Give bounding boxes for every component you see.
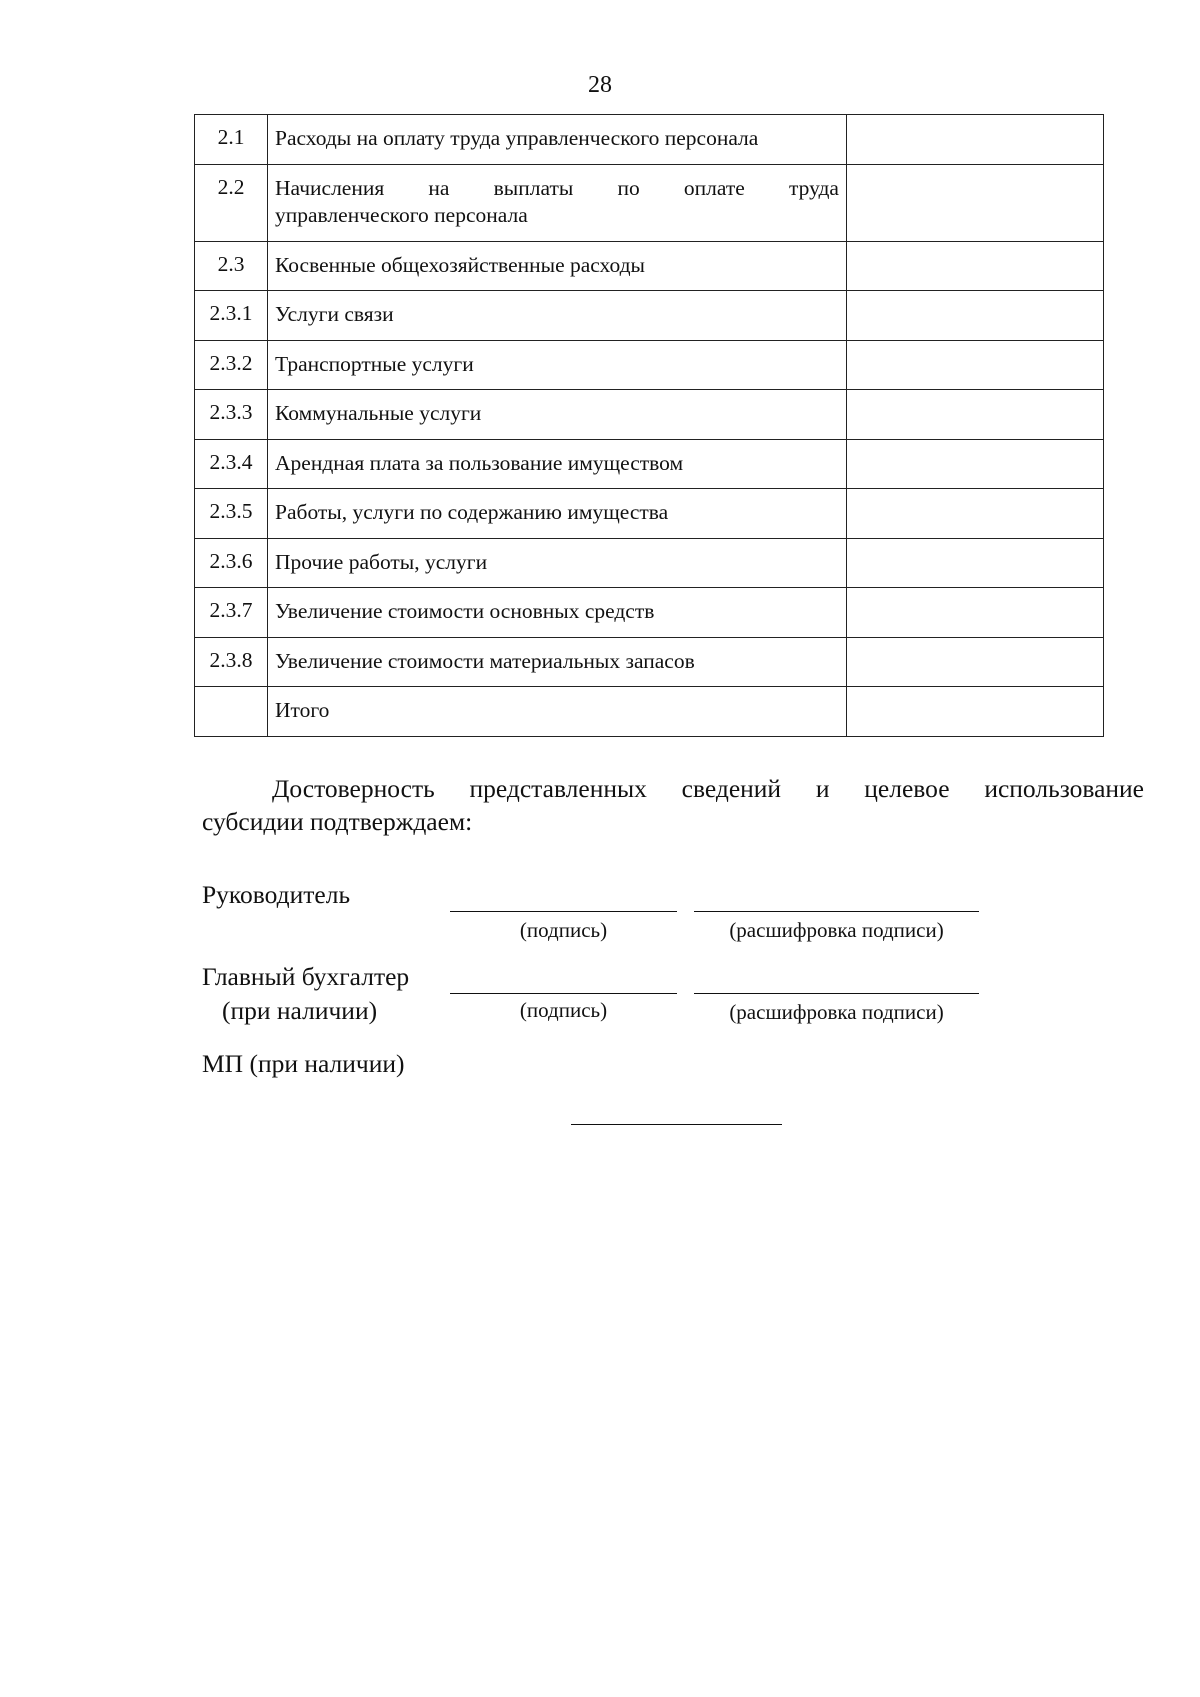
row-value: [847, 340, 1104, 390]
row-name: Прочие работы, услуги: [268, 538, 847, 588]
word: оплате: [683, 175, 745, 200]
head-label: Руководитель: [202, 880, 351, 909]
row-name: Транспортные услуги: [268, 340, 847, 390]
row-name: Расходы на оплату труда управленческого персонала: [268, 115, 847, 165]
table-row: [195, 390, 1104, 440]
statement-line1: [202, 772, 1144, 805]
accountant-decryption-caption: (расшифровка подписи): [729, 1000, 944, 1024]
row-value: [847, 637, 1104, 687]
table-row: [195, 637, 1104, 687]
row-number: 2.3.4: [195, 439, 268, 489]
row-number: 2.1: [195, 115, 268, 165]
table-row: [195, 588, 1104, 638]
accountant-signature-line[interactable]: [450, 993, 677, 994]
head-signature-caption: (подпись): [519, 918, 608, 942]
word: представленных: [469, 774, 647, 803]
row-number: 2.3: [195, 241, 268, 291]
accountant-decryption-line[interactable]: [694, 993, 979, 994]
seal-label: МП (при наличии): [202, 1049, 405, 1078]
word: на: [428, 175, 450, 200]
row-number: 2.3.6: [195, 538, 268, 588]
row-name-line2: управленческого персонала: [275, 202, 528, 227]
row-name: Увеличение стоимости основных средств: [268, 588, 847, 638]
table-row: [195, 538, 1104, 588]
row-value: [847, 390, 1104, 440]
page-number: 28: [588, 72, 612, 98]
table-row: [195, 291, 1104, 341]
row-name-line1: [275, 175, 839, 202]
word: по: [617, 175, 640, 200]
table-row: [195, 164, 1104, 241]
row-number: 2.3.3: [195, 390, 268, 440]
row-name: Арендная плата за пользование имуществом: [268, 439, 847, 489]
head-decryption-line[interactable]: [694, 911, 979, 912]
expenses-table: [194, 114, 1104, 737]
row-value: [847, 588, 1104, 638]
word: и: [815, 774, 830, 803]
row-name: Итого: [268, 687, 847, 737]
accountant-signature-caption: (подпись): [519, 998, 608, 1022]
word: целевое: [864, 774, 950, 803]
row-name: Коммунальные услуги: [268, 390, 847, 440]
table-row: [195, 115, 1104, 165]
row-number: 2.3.7: [195, 588, 268, 638]
row-value: [847, 439, 1104, 489]
row-number: 2.3.8: [195, 637, 268, 687]
row-number: 2.3.5: [195, 489, 268, 539]
word: Начисления: [275, 175, 385, 200]
table-row: [195, 241, 1104, 291]
statement-line2: субсидии подтверждаем:: [202, 807, 473, 836]
head-decryption-caption: (расшифровка подписи): [729, 918, 944, 942]
row-value: [847, 291, 1104, 341]
row-name: [268, 164, 847, 241]
table-row: [195, 439, 1104, 489]
head-signature-line[interactable]: [450, 911, 677, 912]
row-value: [847, 115, 1104, 165]
word: сведений: [681, 774, 782, 803]
row-name: Увеличение стоимости материальных запасов: [268, 637, 847, 687]
row-value: [847, 538, 1104, 588]
accountant-label: Главный бухгалтер: [202, 962, 410, 991]
word: труда: [788, 175, 839, 200]
confirmation-statement: [202, 772, 1144, 838]
row-value: [847, 164, 1104, 241]
row-number: 2.2: [195, 164, 268, 241]
row-number: 2.3.2: [195, 340, 268, 390]
row-value: [847, 489, 1104, 539]
word: использование: [984, 774, 1144, 803]
table-row: [195, 489, 1104, 539]
word: выплаты: [493, 175, 574, 200]
accountant-label-note: (при наличии): [222, 996, 378, 1025]
table-row-total: [195, 687, 1104, 737]
row-number: [195, 687, 268, 737]
row-value: [847, 687, 1104, 737]
footer-separator: [571, 1124, 782, 1125]
table-row: [195, 340, 1104, 390]
row-name: Услуги связи: [268, 291, 847, 341]
row-name: Работы, услуги по содержанию имущества: [268, 489, 847, 539]
word: Достоверность: [272, 774, 435, 803]
row-number: 2.3.1: [195, 291, 268, 341]
row-value: [847, 241, 1104, 291]
row-name: Косвенные общехозяйственные расходы: [268, 241, 847, 291]
